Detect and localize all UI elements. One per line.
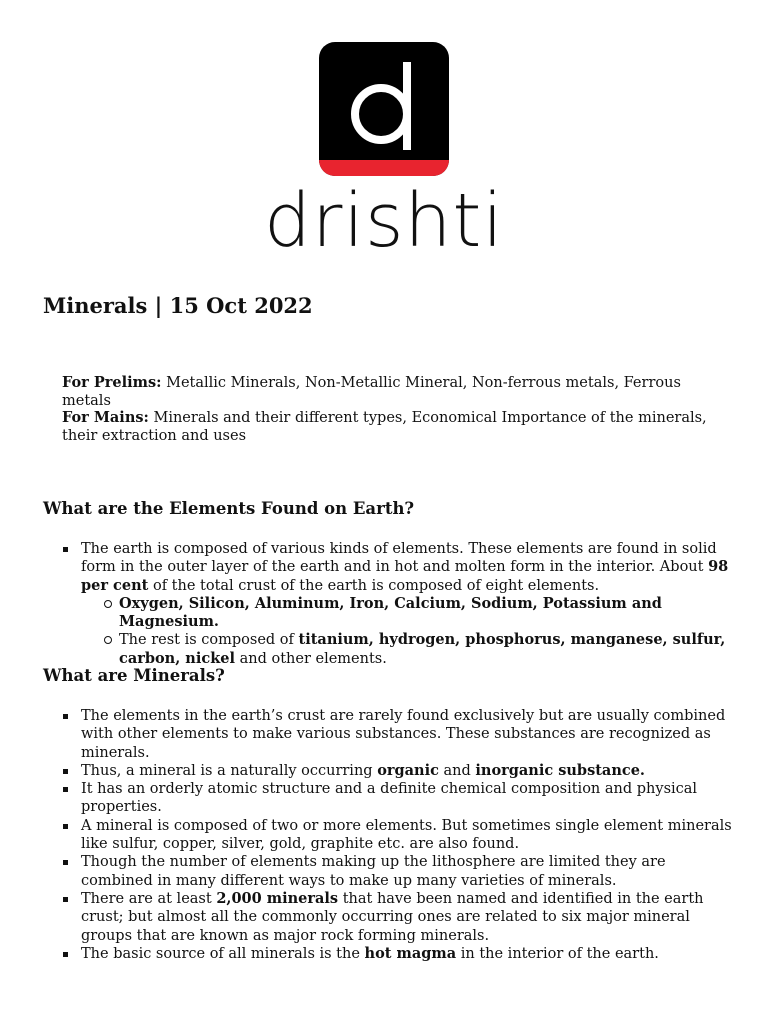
drishti-logo <box>0 42 768 264</box>
list-item-text: The earth is composed of various kinds of elements. These elements are found in solid form in the outer layer of the earth and in hot and molten form in the interior. About <box>81 541 717 576</box>
section-heading-elements: What are the Elements Found on Earth? <box>43 499 415 518</box>
prelims-focus <box>62 374 722 410</box>
list-item-text: Though the number of elements making up the lithosphere are limited they are combined in many different ways to make up many varieties of minerals. <box>81 854 666 889</box>
list-item-text: It has an orderly atomic structure and a definite chemical composition and physical properties. <box>81 781 698 816</box>
list-item-bold: Oxygen, Silicon, Aluminum, Iron, Calcium, Sodium, Potassium and Magnesium. <box>119 594 662 631</box>
list-item-text: of the total crust of the earth is composed of eight elements. <box>148 577 600 594</box>
elements-list <box>43 540 733 668</box>
list-item-bold: 98 per cent <box>81 558 729 594</box>
prelims-text: Metallic Minerals, Non-Metallic Mineral, Non-ferrous metals, Ferrous metals <box>62 375 681 409</box>
brand-wordmark: drishti <box>264 178 504 264</box>
list-item <box>43 890 733 945</box>
list-item <box>43 853 733 890</box>
list-item <box>43 762 733 780</box>
sub-list-item <box>81 595 733 632</box>
prelims-label: For Prelims: <box>62 374 162 391</box>
list-item <box>43 707 733 762</box>
list-item <box>43 817 733 854</box>
logo-red-stripe <box>319 160 449 176</box>
section-heading-minerals: What are Minerals? <box>43 666 225 685</box>
list-item-bold: inorganic substance. <box>475 761 645 779</box>
logo-tile <box>319 42 449 176</box>
list-item-text: The elements in the earth’s crust are rarely found exclusively but are usually combined with other elements to make various substances. These substances are recognized as minerals. <box>81 708 726 761</box>
list-item-text: Thus, a mineral is a naturally occurring <box>81 762 378 779</box>
drishti-app-icon <box>319 42 449 176</box>
list-item <box>43 540 733 668</box>
list-item-text: and <box>438 762 476 779</box>
list-item-text: The basic source of all minerals is the <box>81 945 365 962</box>
list-item-bold: hot magma <box>364 944 457 962</box>
sub-list-item <box>81 631 733 668</box>
list-item-bold: titanium, hydrogen, phosphorus, manganese, sulfur, carbon, nickel <box>119 631 726 667</box>
mains-label: For Mains: <box>62 409 149 426</box>
list-item-text: A mineral is composed of two or more elements. But sometimes single element minerals like sulfur, copper, silver, gold, graphite etc. are also found. <box>81 817 732 853</box>
minerals-list <box>43 707 733 963</box>
mains-text: Minerals and their different types, Economical Importance of the minerals, their extraction and uses <box>62 410 707 444</box>
page-title: Minerals | 15 Oct 2022 <box>43 293 313 318</box>
list-item-text: and other elements. <box>234 650 387 667</box>
list-item-bold: organic <box>377 761 439 779</box>
list-item-text: The rest is composed of <box>119 632 299 649</box>
list-item <box>43 945 733 963</box>
list-item-text: that have been named and identified in the earth crust; but almost all the commonly occurring ones are related to six major mineral groups that are known as major rock forming minerals. <box>81 890 704 944</box>
sub-list <box>81 595 733 668</box>
mains-focus <box>62 409 722 445</box>
list-item-bold: 2,000 minerals <box>216 889 339 907</box>
list-item-text: There are at least <box>81 890 217 907</box>
list-item <box>43 780 733 817</box>
list-item-text: in the interior of the earth. <box>456 945 659 962</box>
